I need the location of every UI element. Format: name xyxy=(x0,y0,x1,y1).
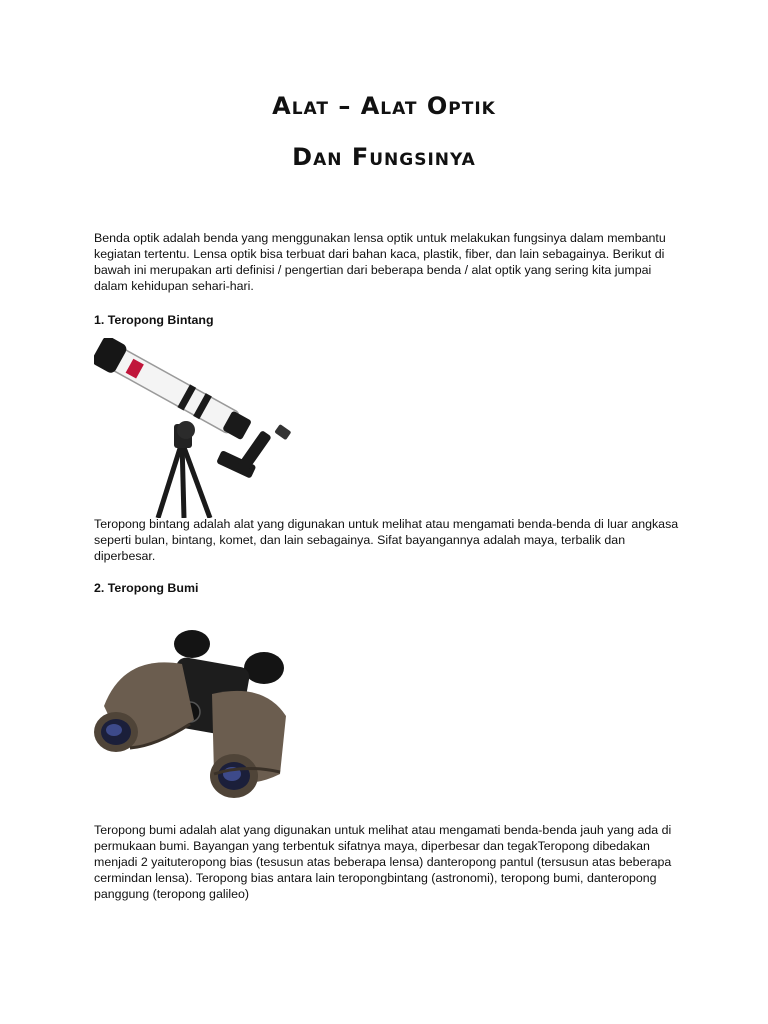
document-title-line1: Alat – Alat Optik xyxy=(272,92,496,120)
document-title-line2: Dan Fungsinya xyxy=(292,143,476,171)
intro-paragraph: Benda optik adalah benda yang menggunakan lensa optik untuk melakukan fungsinya dalam membantu kegiatan tertentu. Lensa optik bisa terbuat dari bahan kaca, plastik, fiber, dan lain sebagainya. Berikut di bawah ini merupakan arti definisi / pengertian dari beberapa benda / alat optik yang sering kita jumpai dalam kehidupan sehari-hari. xyxy=(94,231,666,293)
section-text-teropong-bumi: Teropong bumi adalah alat yang digunakan untuk melihat atau mengamati benda-benda jauh yang ada di permukaan bumi. Bayangan yang terbentuk sifatnya maya, diperbesar dan tegakTeropong dibedakan menjadi 2 yaituteropong bias (tesusun atas beberapa lensa) danteropong pantul (tersusun atas beberapa cermindan lensa). Teropong bias antara lain teropongbintang (astronomi), teropong bumi, danteropong panggung (teropong galileo) xyxy=(94,823,672,901)
section-text-teropong-bintang: Teropong bintang adalah alat yang digunakan untuk melihat atau mengamati benda-benda di luar angkasa seperti bulan, bintang, komet, dan lain sebagainya. Sifat bayangannya adalah maya, terbalik dan diperbesar. xyxy=(94,517,679,563)
telescope-icon xyxy=(94,338,304,518)
binoculars-icon xyxy=(94,624,294,806)
section-heading-teropong-bumi: 2. Teropong Bumi xyxy=(94,581,199,595)
section-heading-teropong-bintang: 1. Teropong Bintang xyxy=(94,313,214,327)
